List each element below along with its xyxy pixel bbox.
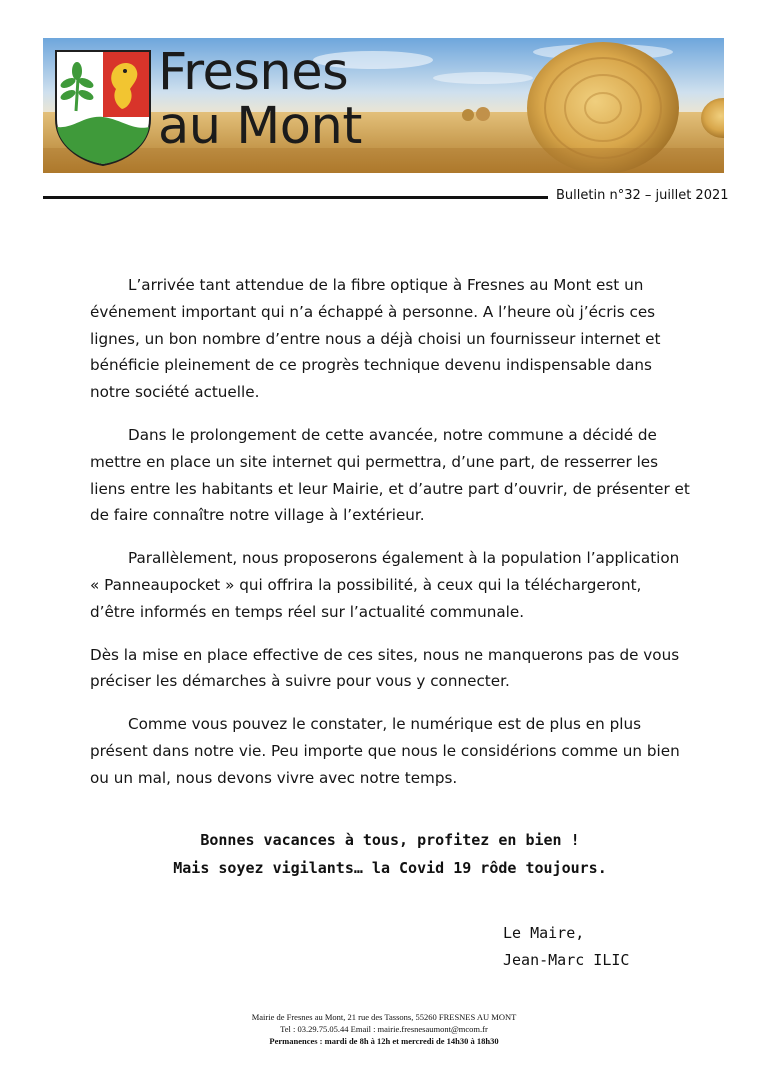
footer xyxy=(150,1011,618,1047)
paragraph-2: Dans le prolongement de cette avancée, notre commune a décidé de mettre en place un site internet qui permettra, d’une part, de resserrer les liens entre les habitants et leur Mairie, et d’autre part d’ouvrir, de présenter et de faire connaître notre village à l’extérieur. xyxy=(90,425,690,525)
banner-title xyxy=(158,43,362,156)
header-rule xyxy=(43,196,548,199)
bulletin-number: Bulletin n°32 – juillet 2021 xyxy=(556,188,729,203)
paragraph-3: Parallèlement, nous proposerons également à la population l’application « Panneaupocket » qui offrira la possibilité, à ceux qui la téléchargeront, d’être informés en temps réel sur l’actualité communale. xyxy=(90,549,680,621)
title-line-1: Fresnes xyxy=(158,43,349,102)
paragraph-5: Comme vous pouvez le constater, le numérique est de plus en plus présent dans notre vie. Peu importe que nous le considérions comme un bien ou un mal, nous devons vivre avec notre temps. xyxy=(90,715,680,787)
closing-message xyxy=(90,826,690,882)
closing-line-2: Mais soyez vigilants… la Covid 19 rôde toujours. xyxy=(173,859,607,877)
footer-hours: Permanences : mardi de 8h à 12h et mercredi de 14h30 à 18h30 xyxy=(269,1036,499,1046)
paragraph-1: L’arrivée tant attendue de la fibre optique à Fresnes au Mont est un événement important qui n’a échappé à personne. A l’heure où j’écris ces lignes, un bon nombre d’entre nous a déjà choisi un fournisseur internet et bénéficie pleinement de ce progrès technique devenu indispensable dans notre société actuelle. xyxy=(90,276,661,402)
closing-line-1: Bonnes vacances à tous, profitez en bien ! xyxy=(200,831,580,849)
header-banner xyxy=(43,38,724,173)
title-line-2: au Mont xyxy=(158,97,362,156)
paragraph-4: Dès la mise en place effective de ces sites, nous ne manquerons pas de vous préciser les démarches à suivre pour vous y connecter. xyxy=(90,645,680,691)
signature-name: Jean-Marc ILIC xyxy=(503,951,630,969)
footer-address: Mairie de Fresnes au Mont, 21 rue des Tassons, 55260 FRESNES AU MONT xyxy=(251,1012,517,1022)
signature-role: Le Maire, xyxy=(503,924,585,942)
footer-contact: Tel : 03.29.75.05.44 Email : mairie.fresnesaumont@mcom.fr xyxy=(280,1024,488,1034)
letter-body xyxy=(90,272,690,808)
signature xyxy=(503,920,629,974)
coat-of-arms-icon xyxy=(54,49,152,167)
